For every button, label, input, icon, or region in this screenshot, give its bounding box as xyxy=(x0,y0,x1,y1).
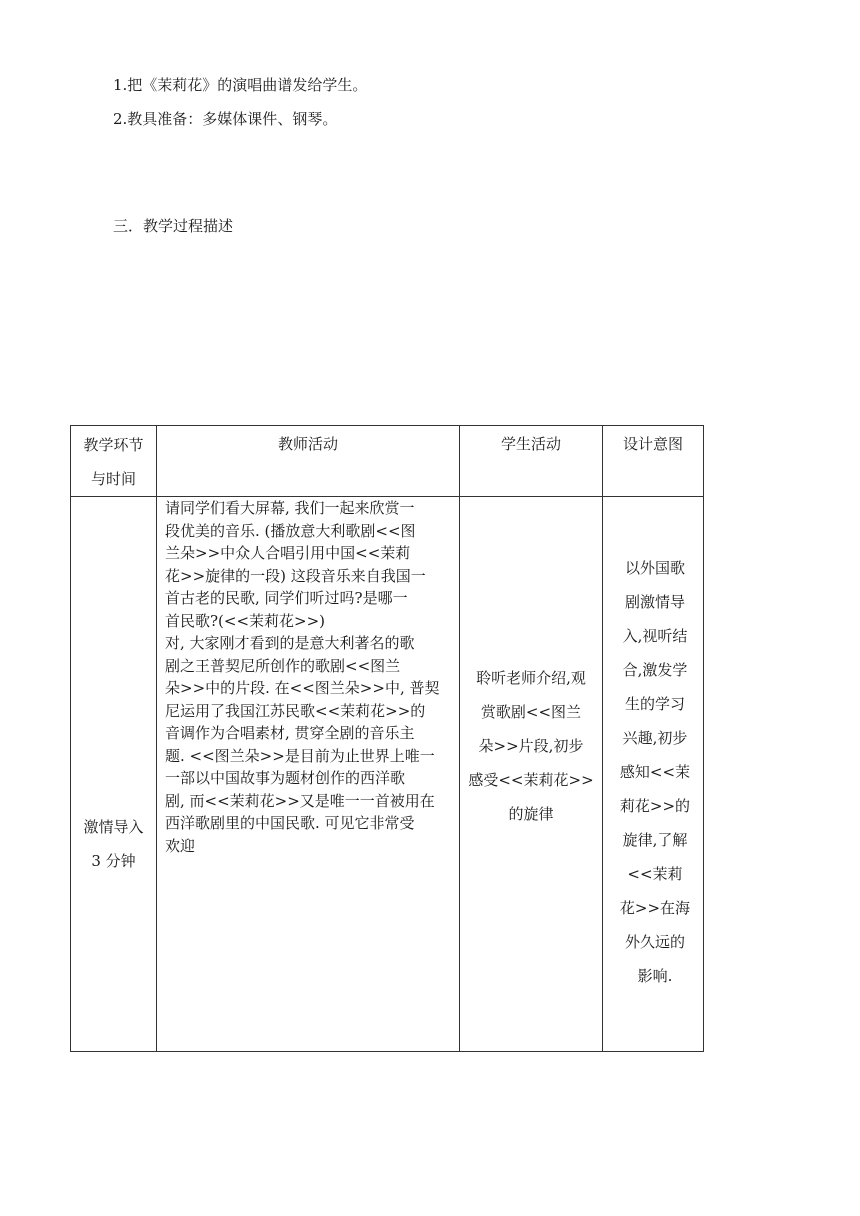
instruction-line-2: 2.教具准备：多媒体课件、钢琴。 xyxy=(113,110,338,128)
instruction-line-1: 1.把《茉莉花》的演唱曲谱发给学生。 xyxy=(113,76,368,94)
table-header-row xyxy=(71,426,704,497)
header-teacher xyxy=(157,426,460,497)
design-intent-text: 以外国歌 剧激情导 入,视听结 合,激发学 生的学习 兴趣,初步 感知<<茉 莉花>>的 旋律,了解 <<茉莉 花>>在海 外久远的 影响. xyxy=(619,559,691,985)
stage-text: 激情导入 3 分钟 xyxy=(83,818,144,870)
header-teacher-label: 教师活动 xyxy=(277,435,338,453)
header-intent-label: 设计意图 xyxy=(622,435,683,453)
header-intent xyxy=(603,426,704,497)
lesson-process-table xyxy=(70,425,704,1052)
design-intent-cell xyxy=(603,497,704,1052)
header-stage-label: 教学环节 与时间 xyxy=(83,436,144,488)
teacher-activity-cell xyxy=(157,497,460,1052)
student-activity-cell xyxy=(460,497,603,1052)
section-heading: 三．教学过程描述 xyxy=(113,217,234,235)
teacher-activity-paragraph-1: 请同学们看大屏幕, 我们一起来欣赏一 段优美的音乐. (播放意大利歌剧<<图 兰朵>>中众人合唱引用中国<<茉莉 花>>旋律的一段) 这段音乐来自我国一 首古老的民歌, 同学们听过吗?是哪一 首民歌?(<<茉莉花>>) xyxy=(165,499,426,630)
stage-cell xyxy=(71,497,157,1052)
teacher-activity-paragraph-2: 对, 大家刚才看到的是意大利著名的歌 剧之王普契尼所创作的歌剧<<图兰 朵>>中的片段. 在<<图兰朵>>中, 普契 尼运用了我国江苏民歌<<茉莉花>>的 音调作为合唱素材, 贯穿全剧的音乐主 题. <<图兰朵>>是目前为止世界上唯一 一部以中国故事为题材创作的西洋歌 剧, 而<<茉莉花>>又是唯一一首被用在 西洋歌剧里的中国民歌. 可见它非常受 欢迎 xyxy=(165,634,440,855)
header-student-label: 学生活动 xyxy=(500,435,561,453)
header-stage xyxy=(71,426,157,497)
student-activity-text: 聆听老师介绍,观 赏歌剧<<图兰 朵>>片段,初步 感受<<茉莉花>> 的旋律 xyxy=(468,669,594,823)
header-student xyxy=(460,426,603,497)
table-row xyxy=(71,497,704,1052)
